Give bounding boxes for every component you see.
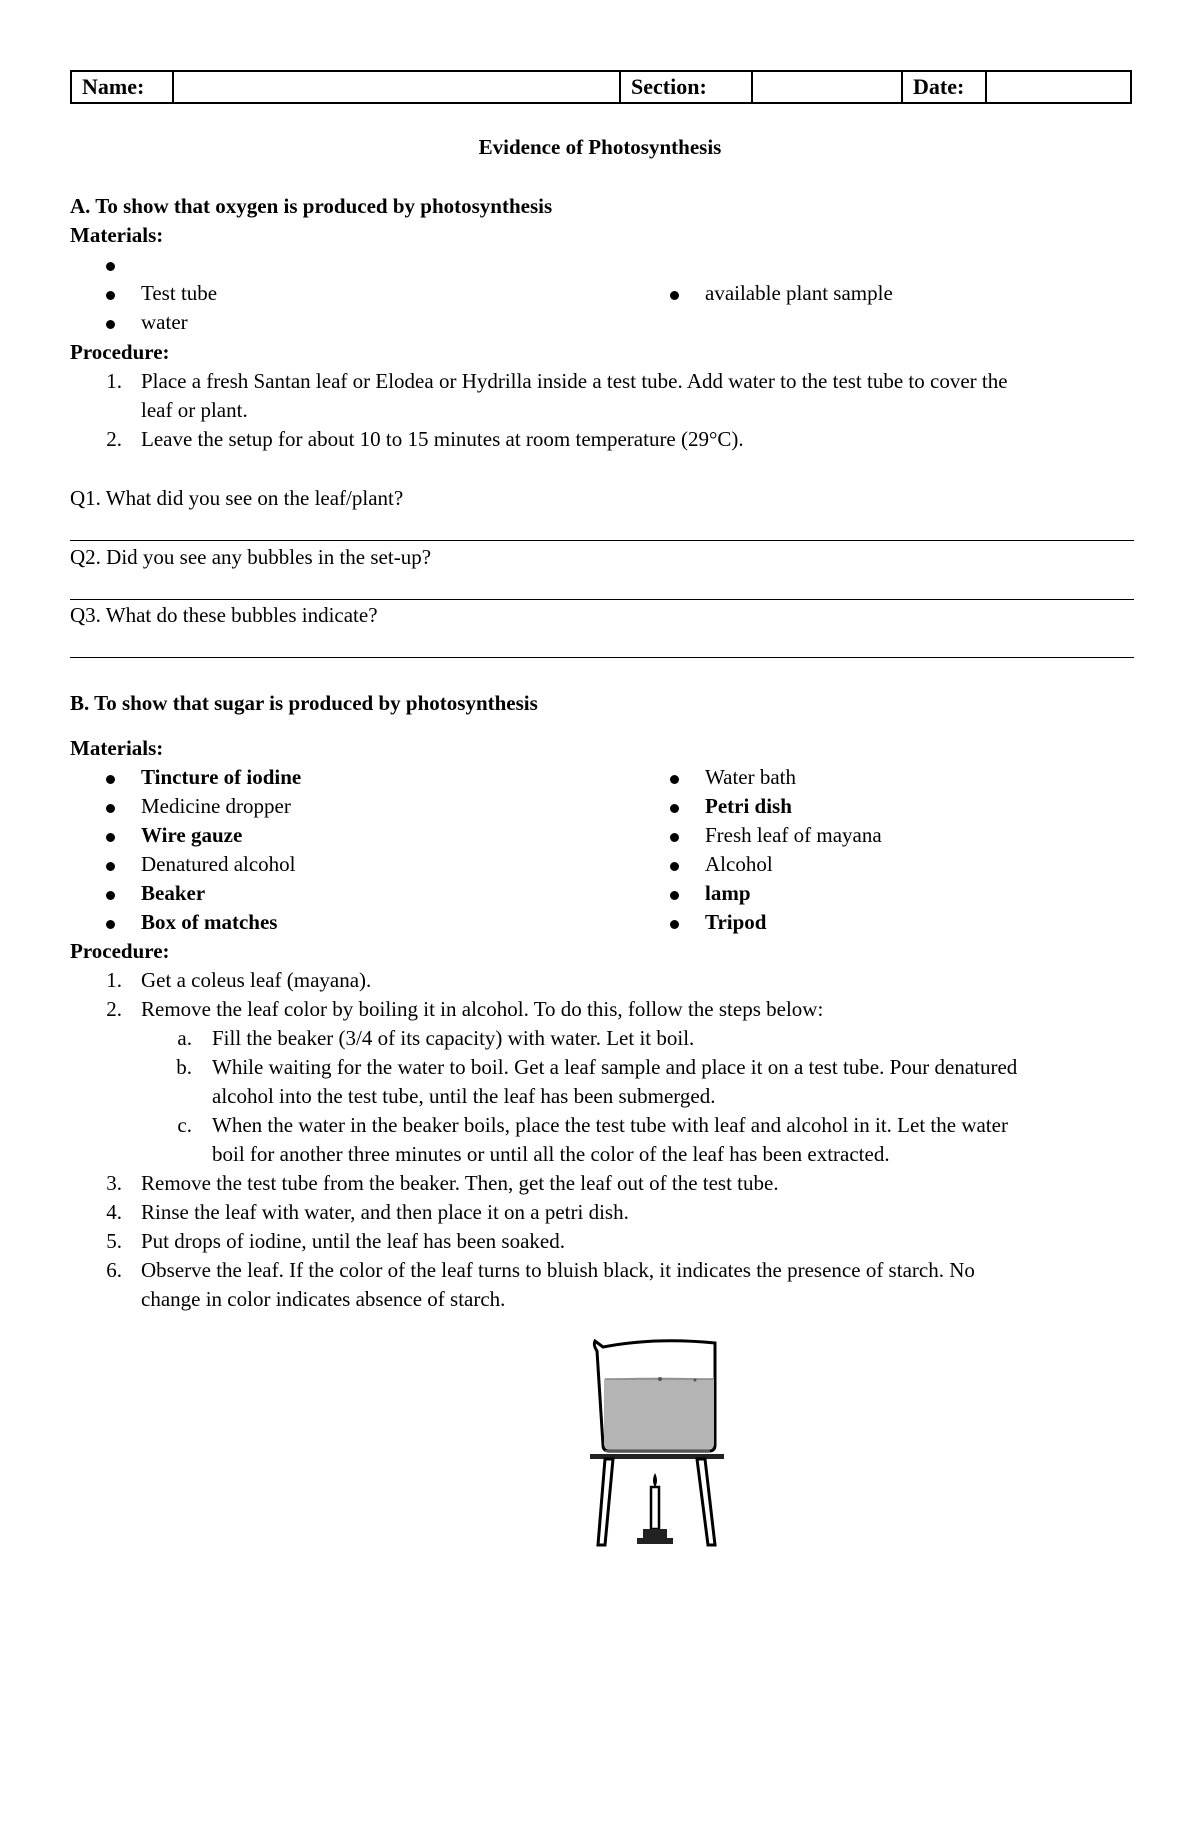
part-a-material-item: available plant sample <box>705 281 893 305</box>
bullet-icon <box>106 891 115 900</box>
part-b-material-item: Fresh leaf of mayana <box>705 823 882 847</box>
flame <box>653 1473 657 1487</box>
part-a-material-item: Test tube <box>141 281 218 305</box>
bullet-icon <box>106 320 115 329</box>
part-b-material-item: Beaker <box>141 881 206 905</box>
part-b-material-item: Wire gauze <box>141 823 243 847</box>
section-label: Section: <box>620 71 752 103</box>
part-b-materials-label: Materials: <box>70 736 164 760</box>
question-2: Q2. Did you see any bubbles in the set-up? <box>70 545 432 569</box>
step-number: 4. <box>106 1200 122 1224</box>
part-b-step-text: Remove the leaf color by boiling it in alcohol. To do this, follow the steps below: <box>141 997 824 1021</box>
part-b-substep-text: While waiting for the water to boil. Get a leaf sample and place it on a test tube. Pour denatured <box>212 1055 1018 1079</box>
bullet-icon <box>670 775 679 784</box>
part-b-substep-text: When the water in the beaker boils, place the test tube with leaf and alcohol in it. Let the water <box>212 1113 1008 1137</box>
part-a-material-item: water <box>141 310 188 334</box>
answer-line-1[interactable] <box>70 540 1134 541</box>
part-b-heading: B. To show that sugar is produced by photosynthesis <box>70 691 538 715</box>
bullet-icon <box>106 775 115 784</box>
part-b-material-item: Petri dish <box>705 794 792 818</box>
part-b-substep-text: Fill the beaker (3/4 of its capacity) with water. Let it boil. <box>212 1026 695 1050</box>
question-3: Q3. What do these bubbles indicate? <box>70 603 378 627</box>
part-b-material-item: Box of matches <box>141 910 278 934</box>
question-1: Q1. What did you see on the leaf/plant? <box>70 486 404 510</box>
step-number: 2. <box>106 997 122 1021</box>
step-number: 1. <box>106 968 122 992</box>
part-b-material-item: Tripod <box>705 910 767 934</box>
bullet-icon <box>106 862 115 871</box>
substep-letter: b. <box>176 1055 192 1079</box>
date-field[interactable] <box>986 71 1131 103</box>
part-a-procedure-label: Procedure: <box>70 340 170 364</box>
bullet-icon <box>670 833 679 842</box>
answer-line-2[interactable] <box>70 599 1134 600</box>
bullet-icon <box>670 862 679 871</box>
part-b-step-text: Remove the test tube from the beaker. Then, get the leaf out of the test tube. <box>141 1171 779 1195</box>
part-a-materials-label: Materials: <box>70 223 164 247</box>
part-b-material-item: Medicine dropper <box>141 794 291 818</box>
step-number: 6. <box>106 1258 122 1282</box>
bullet-icon <box>670 920 679 929</box>
part-b-material-item: Alcohol <box>705 852 773 876</box>
date-label: Date: <box>902 71 986 103</box>
part-b-material-item: Water bath <box>705 765 797 789</box>
tripod-leg <box>598 1459 613 1545</box>
name-field[interactable] <box>173 71 620 103</box>
bullet-icon <box>106 920 115 929</box>
part-b-substep-text: alcohol into the test tube, until the leaf has been submerged. <box>212 1084 716 1108</box>
bullet-icon <box>670 891 679 900</box>
part-a-step-text: leaf or plant. <box>141 398 248 422</box>
part-b-material-item: Tincture of iodine <box>141 765 302 789</box>
bullet-icon <box>670 804 679 813</box>
step-number: 5. <box>106 1229 122 1253</box>
bullet-icon <box>106 291 115 300</box>
part-b-step-text: change in color indicates absence of starch. <box>141 1287 506 1311</box>
substep-letter: c. <box>177 1113 192 1137</box>
student-info-table <box>70 70 1132 104</box>
step-number: 2. <box>106 427 122 451</box>
bullet-icon <box>106 833 115 842</box>
step-number: 1. <box>106 369 122 393</box>
part-b-procedure-label: Procedure: <box>70 939 170 963</box>
part-a-step-text: Leave the setup for about 10 to 15 minutes at room temperature (29°C). <box>141 427 744 451</box>
part-a-step-text: Place a fresh Santan leaf or Elodea or Hydrilla inside a test tube. Add water to the test tube to cover the <box>141 369 1008 393</box>
part-b-material-item: lamp <box>705 881 751 905</box>
water-fill <box>604 1378 714 1450</box>
page-title: Evidence of Photosynthesis <box>478 135 722 159</box>
bullet-icon <box>670 291 679 300</box>
part-b-substep-text: boil for another three minutes or until all the color of the leaf has been extracted. <box>212 1142 890 1166</box>
tripod-leg <box>697 1459 715 1545</box>
name-label: Name: <box>71 71 173 103</box>
bullet-icon <box>106 804 115 813</box>
substep-letter: a. <box>177 1026 192 1050</box>
part-b-step-text: Observe the leaf. If the color of the leaf turns to bluish black, it indicates the presence of starch. No <box>141 1258 975 1282</box>
answer-line-3[interactable] <box>70 657 1134 658</box>
part-b-step-text: Put drops of iodine, until the leaf has been soaked. <box>141 1229 565 1253</box>
part-b-step-text: Rinse the leaf with water, and then place it on a petri dish. <box>141 1200 629 1224</box>
part-b-material-item: Denatured alcohol <box>141 852 296 876</box>
part-b-step-text: Get a coleus leaf (mayana). <box>141 968 372 992</box>
section-field[interactable] <box>752 71 902 103</box>
bullet-icon <box>106 262 115 271</box>
lamp-icon <box>651 1487 659 1529</box>
part-a-heading: A. To show that oxygen is produced by photosynthesis <box>70 194 553 218</box>
beaker-tripod-lamp-illustration <box>585 1335 730 1550</box>
step-number: 3. <box>106 1171 122 1195</box>
